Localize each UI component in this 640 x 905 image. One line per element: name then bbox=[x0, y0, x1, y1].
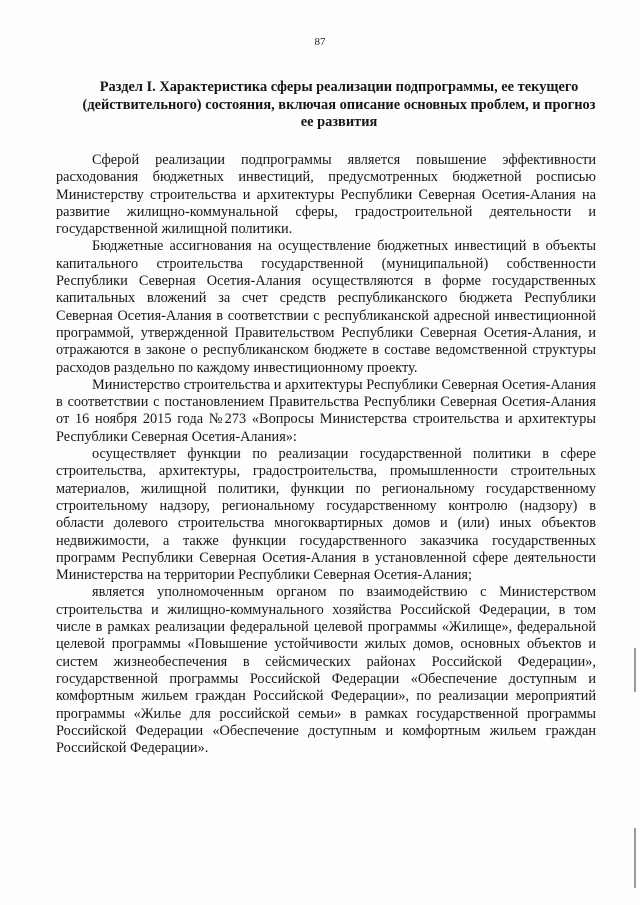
paragraph: Министерство строительства и архитектуры Республики Северная Осетия-Алания в соответствии с постановлением Правительства Республики Северная Осетия-Алания от 16 ноября 2015 года №273 «Вопросы Министерства строительства и архитектуры Республики Северная Осетия-Алания»: bbox=[56, 376, 596, 445]
paragraph: Бюджетные ассигнования на осуществление бюджетных инвестиций в объекты капитального строительства государственной (муниципальной) собственности Республики Северная Осетия-Алания осуществляются в форме государственных капитальных вложений за счет средств республиканского бюджета Республики Северная Осетия-Алания в соответствии с республиканской адресной инвестиционной программой, утвержденной Правительством Республики Северная Осетия-Алания, и отражаются в законе о республиканском бюджете в составе ведомственной структуры расходов раздельно по каждому инвестиционному проекту. bbox=[56, 238, 596, 376]
paragraph: является уполномоченным органом по взаимодействию с Министерством строительства и жилищно-коммунального хозяйства Российской Федерации, в том числе в рамках реализации федеральной целевой программы «Жилище», федеральной целевой программы «Повышение устойчивости жилых домов, основных объектов и систем жизнеобеспечения в сейсмических районах Российской Федерации», государственной программы Российской Федерации «Обеспечение доступным и комфортным жильем граждан Российской Федерации», по реализации мероприятий программы «Жилье для российской семьи» в рамках государственной программы Российской Федерации «Обеспечение доступным и комфортным жильем граждан Российской Федерации». bbox=[56, 584, 596, 757]
scan-mark bbox=[634, 828, 636, 888]
body-text bbox=[56, 152, 596, 757]
scan-mark bbox=[634, 648, 636, 692]
paragraph: осуществляет функции по реализации государственной политики в сфере строительства, архитектуры, градостроительства, промышленности строительных материалов, жилищной политики, функции по региональному государственному строительному надзору, региональному государственному контролю (надзору) в области долевого строительства многоквартирных домов и (или) иных объектов недвижимости, а также функции государственного заказчика государственных программ Республики Северная Осетия-Алания в установленной сфере деятельности Министерства на территории Республики Северная Осетия-Алания; bbox=[56, 446, 596, 584]
page-number: 87 bbox=[314, 36, 326, 48]
section-heading: Раздел I. Характеристика сферы реализации подпрограммы, ее текущего (действительного) состояния, включая описание основных проблем, и прогноз ее развития bbox=[82, 79, 596, 130]
paragraph: Сферой реализации подпрограммы является повышение эффективности расходования бюджетных инвестиций, предусмотренных бюджетной росписью Министерству строительства и архитектуры Республики Северная Осетия-Алания на развитие жилищно-коммунальной сферы, градостроительной деятельности и государственной жилищной политики. bbox=[56, 152, 596, 238]
